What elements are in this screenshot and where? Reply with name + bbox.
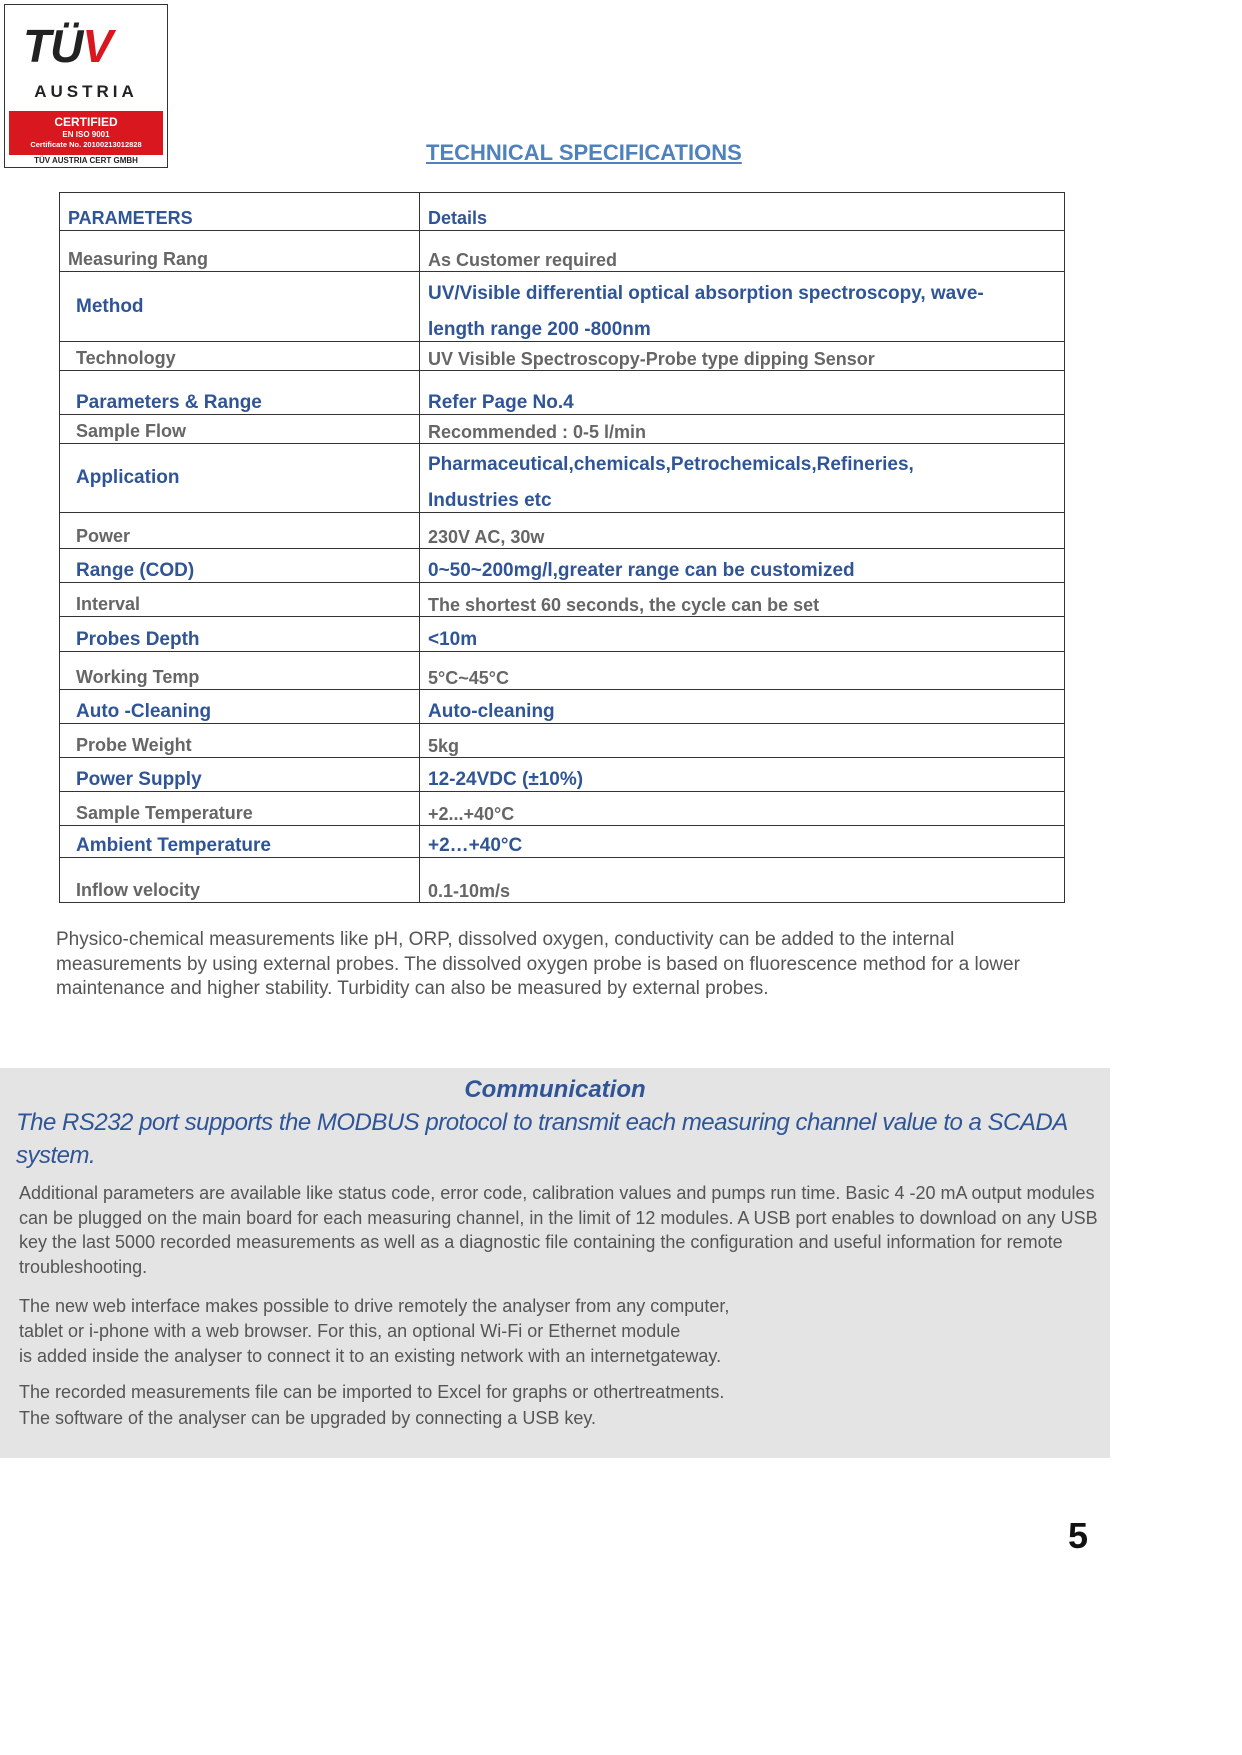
parameter-name: Power	[76, 526, 131, 546]
parameter-cell	[60, 342, 420, 371]
parameter-name: Interval	[76, 594, 141, 614]
detail-value: Pharmaceutical,chemicals,Petrochemicals,Refineries,	[428, 454, 914, 475]
detail-value: Auto-cleaning	[428, 701, 555, 722]
detail-cell	[420, 415, 1065, 444]
parameter-name: Power Supply	[76, 769, 202, 790]
parameter-name: Parameters & Range	[76, 392, 262, 413]
table-row	[60, 617, 1065, 652]
table-row	[60, 444, 1065, 513]
certificate-number: Certificate No. 20100213012828	[30, 140, 142, 149]
detail-cell	[420, 342, 1065, 371]
parameter-name: Method	[76, 295, 144, 317]
certified-label: CERTIFIED	[54, 115, 118, 129]
detail-value: The shortest 60 seconds, the cycle can be set	[428, 595, 820, 615]
communication-paragraph-3	[19, 1380, 1099, 1431]
detail-value: +2...+40°C	[428, 804, 515, 824]
table-row	[60, 513, 1065, 549]
parameter-cell	[60, 583, 420, 617]
detail-cell	[420, 792, 1065, 826]
table-header-row	[60, 193, 1065, 231]
detail-cell	[420, 690, 1065, 724]
page-number: 5	[1068, 1515, 1089, 1556]
communication-title: Communication	[464, 1076, 646, 1103]
detail-value-continued: length range 200 -800nm	[428, 319, 651, 340]
table-row	[60, 724, 1065, 758]
parameter-name: Auto -Cleaning	[76, 701, 212, 722]
communication-paragraph-1: Additional parameters are available like status code, error code, calibration values and pumps run time. Basic 4 -20 mA output modules can be plugged on the main board for each measuring channel, in the limit of 12 modules. A USB port enables to download on any USB key the last 5000 recorded measurements as well as a diagnostic file containing the configuration and useful information for remote troubleshooting.	[19, 1183, 1098, 1277]
text-line: tablet or i-phone with a web browser. For this, an optional Wi-Fi or Ethernet module	[19, 1321, 681, 1341]
parameter-cell	[60, 617, 420, 652]
detail-cell	[420, 826, 1065, 858]
parameter-cell	[60, 758, 420, 792]
communication-paragraph-2	[19, 1294, 1099, 1369]
parameter-cell	[60, 415, 420, 444]
detail-value: Recommended : 0-5 l/min	[428, 422, 647, 442]
cert-issuer: TÜV AUSTRIA CERT GMBH	[34, 156, 138, 165]
table-row	[60, 342, 1065, 371]
header-details: Details	[420, 193, 1065, 231]
table-row	[60, 549, 1065, 583]
parameter-cell	[60, 231, 420, 272]
table-row	[60, 415, 1065, 444]
parameter-name: Probe Weight	[76, 735, 192, 755]
detail-cell	[420, 583, 1065, 617]
detail-cell	[420, 272, 1065, 342]
communication-subtitle: The RS232 port supports the MODBUS protocol to transmit each measuring channel value to a SCADA system.	[16, 1109, 1067, 1169]
parameter-cell	[60, 690, 420, 724]
detail-cell	[420, 231, 1065, 272]
parameter-cell	[60, 549, 420, 583]
parameter-cell	[60, 444, 420, 513]
detail-value: 230V AC, 30w	[428, 527, 545, 547]
parameter-name: Measuring Rang	[68, 249, 209, 269]
detail-value: <10m	[428, 629, 478, 650]
detail-value: UV Visible Spectroscopy-Probe type dipping Sensor	[428, 349, 875, 369]
parameter-cell	[60, 826, 420, 858]
parameter-cell	[60, 858, 420, 903]
communication-section	[0, 1068, 1110, 1458]
parameter-cell	[60, 371, 420, 415]
parameter-cell	[60, 652, 420, 690]
parameter-name: Probes Depth	[76, 629, 200, 650]
parameter-cell	[60, 724, 420, 758]
detail-value: 12-24VDC (±10%)	[428, 769, 584, 790]
measurement-paragraph: Physico-chemical measurements like pH, ORP, dissolved oxygen, conductivity can be added to the internal measurements by using external probes. The dissolved oxygen probe is based on fluorescence method for a lower maintenance and higher stability. Turbidity can also be measured by external probes.	[56, 929, 1020, 999]
table-row	[60, 371, 1065, 415]
detail-cell	[420, 371, 1065, 415]
detail-value: +2…+40°C	[428, 835, 523, 856]
parameter-name: Inflow velocity	[76, 880, 201, 900]
tuv-austria-logo	[4, 4, 168, 168]
parameter-name: Working Temp	[76, 667, 200, 687]
detail-cell	[420, 549, 1065, 583]
parameter-name: Sample Temperature	[76, 803, 253, 823]
specifications-table	[59, 192, 1065, 903]
parameter-name: Sample Flow	[76, 421, 187, 441]
parameter-name: Technology	[76, 348, 176, 368]
detail-value: 0.1-10m/s	[428, 881, 511, 901]
table-row	[60, 652, 1065, 690]
table-row	[60, 272, 1065, 342]
table-row	[60, 758, 1065, 792]
logo-country: AUSTRIA	[34, 82, 138, 101]
detail-cell	[420, 652, 1065, 690]
detail-cell	[420, 758, 1065, 792]
logo-brand: TÜV	[23, 20, 113, 72]
text-line: is added inside the analyser to connect it to an existing network with an internetgateway.	[19, 1346, 722, 1366]
detail-value: Refer Page No.4	[428, 392, 574, 413]
parameter-name: Range (COD)	[76, 560, 195, 581]
detail-cell	[420, 513, 1065, 549]
table-row	[60, 231, 1065, 272]
table-row	[60, 583, 1065, 617]
parameter-cell	[60, 792, 420, 826]
text-line: The recorded measurements file can be imported to Excel for graphs or othertreatments.	[19, 1382, 725, 1402]
parameter-name: Application	[76, 467, 180, 488]
table-row	[60, 690, 1065, 724]
detail-value: 5kg	[428, 736, 460, 756]
detail-value: UV/Visible differential optical absorption spectroscopy, wave-	[428, 283, 984, 304]
parameter-cell	[60, 513, 420, 549]
parameter-name: Ambient Temperature	[76, 835, 271, 856]
parameter-cell	[60, 272, 420, 342]
iso-standard: EN ISO 9001	[62, 130, 110, 139]
detail-value-continued: Industries etc	[428, 490, 552, 511]
table-row	[60, 792, 1065, 826]
page-title: TECHNICAL SPECIFICATIONS	[426, 140, 742, 165]
detail-value: 5°C~45°C	[428, 668, 509, 688]
table-row	[60, 858, 1065, 903]
text-line: The software of the analyser can be upgraded by connecting a USB key.	[19, 1407, 597, 1428]
detail-value: As Customer required	[428, 250, 618, 270]
detail-value: 0~50~200mg/l,greater range can be customized	[428, 560, 855, 581]
table-row	[60, 826, 1065, 858]
detail-cell	[420, 617, 1065, 652]
certification-badge	[9, 111, 163, 155]
detail-cell	[420, 858, 1065, 903]
text-line: The new web interface makes possible to drive remotely the analyser from any computer,	[19, 1296, 730, 1316]
detail-cell	[420, 724, 1065, 758]
header-parameters: PARAMETERS	[60, 193, 420, 231]
detail-cell	[420, 444, 1065, 513]
